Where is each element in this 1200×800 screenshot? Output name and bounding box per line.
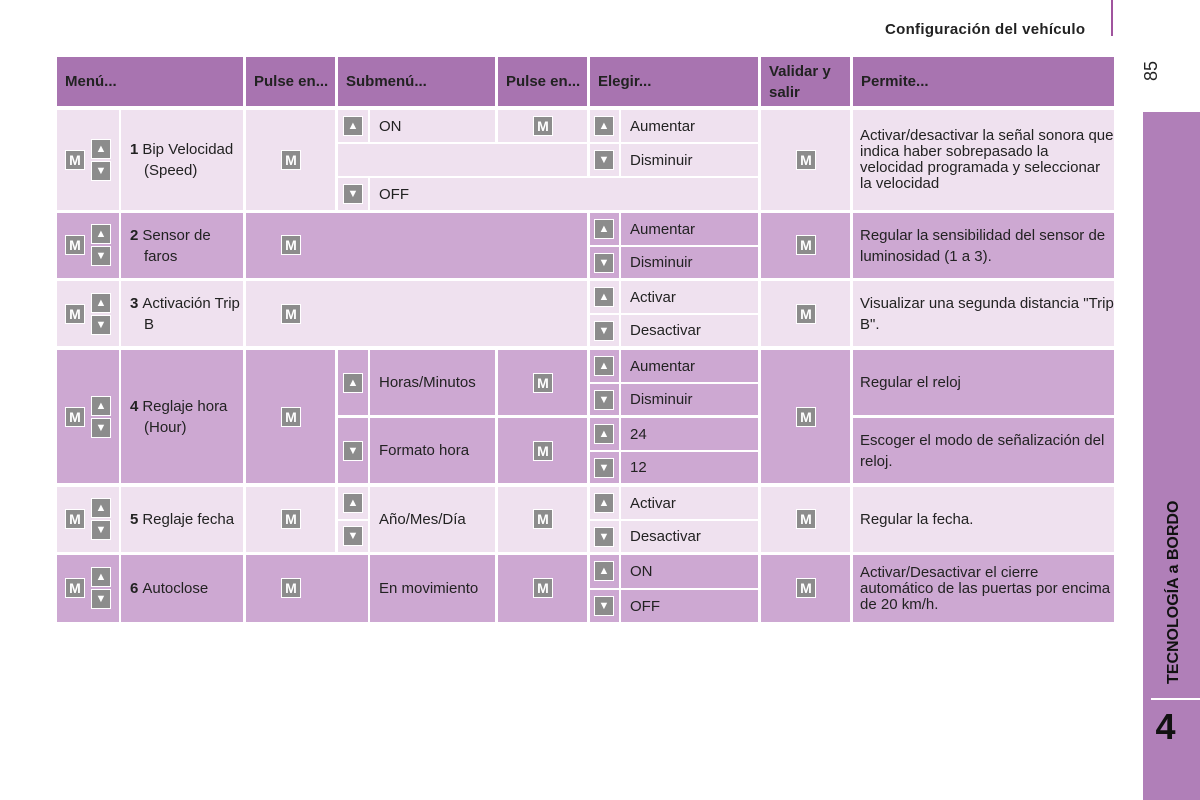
m-button-icon: M <box>533 116 553 136</box>
arrow-down-icon: ▼ <box>343 526 363 546</box>
m-button-icon: M <box>796 304 816 324</box>
arrow-up-icon: ▲ <box>343 116 363 136</box>
chapter-side-tab <box>1143 112 1200 800</box>
row6-allows <box>853 555 1114 622</box>
arrow-down-icon: ▼ <box>594 321 614 341</box>
row2-menu-cell <box>121 213 243 278</box>
m-button-icon: M <box>281 304 301 324</box>
row1-allows <box>853 110 1114 210</box>
m-button-icon: M <box>796 150 816 170</box>
side-tab-divider <box>1151 698 1200 700</box>
m-button-icon: M <box>796 509 816 529</box>
m-button-icon: M <box>533 578 553 598</box>
row1-number: 1 <box>130 141 139 158</box>
row2-choice-increase: Aumentar <box>621 213 758 245</box>
row4-allows-2 <box>853 418 1114 483</box>
m-button-icon: M <box>65 235 85 255</box>
row1-submenu-on: ON <box>370 110 495 142</box>
row6-allows-text: Activar/Desactivar el cierre automático de las puertas por encima de 20 km/h. <box>860 563 1111 613</box>
header-validate: Validar y salir <box>761 57 850 106</box>
arrow-down-icon: ▼ <box>594 253 614 273</box>
row1-choice-increase: Aumentar <box>621 110 758 142</box>
m-button-icon: M <box>65 407 85 427</box>
arrow-up-icon: ▲ <box>594 561 614 581</box>
row5-allows-text: Regular la fecha. <box>860 511 974 528</box>
arrow-up-icon: ▲ <box>91 293 111 313</box>
row3-number: 3 <box>130 294 139 312</box>
row1-menu-label: Bip Velocidad (Speed) <box>142 141 234 179</box>
arrow-up-icon: ▲ <box>594 287 614 307</box>
arrow-up-icon: ▲ <box>594 493 614 513</box>
row3-choice-deactivate: Desactivar <box>621 315 758 346</box>
row2-allows <box>853 213 1114 278</box>
row5-choice-activate: Activar <box>621 487 758 519</box>
row5-allows <box>853 487 1114 552</box>
chapter-side-title: TECNOLOGÍA a BORDO <box>1165 500 1182 684</box>
row3-allows-text: Visualizar una segunda distancia "Trip B". <box>860 294 1114 333</box>
arrow-down-icon: ▼ <box>594 390 614 410</box>
arrow-up-icon: ▲ <box>594 219 614 239</box>
m-button-icon: M <box>281 578 301 598</box>
row4-submenu-hours: Horas/Minutos <box>370 350 495 415</box>
arrow-down-icon: ▼ <box>91 418 111 438</box>
arrow-up-icon: ▲ <box>91 396 111 416</box>
arrow-up-icon: ▲ <box>91 498 111 518</box>
row3-menu-cell <box>121 281 243 346</box>
row4-number: 4 <box>130 397 139 415</box>
row1-empty-cell <box>338 144 587 176</box>
header-press-2: Pulse en... <box>498 57 587 106</box>
chapter-number: 4 <box>1155 706 1176 747</box>
header-menu: Menú... <box>57 57 243 106</box>
m-button-icon: M <box>281 407 301 427</box>
row1-submenu-off: OFF <box>370 178 758 210</box>
row2-choice-decrease: Disminuir <box>621 247 758 278</box>
arrow-down-icon: ▼ <box>594 527 614 547</box>
arrow-up-icon: ▲ <box>594 356 614 376</box>
row4-menu-cell <box>121 350 243 483</box>
row4-choice-12: 12 <box>621 452 758 483</box>
m-button-icon: M <box>796 578 816 598</box>
arrow-up-icon: ▲ <box>91 567 111 587</box>
arrow-up-icon: ▲ <box>343 493 363 513</box>
arrow-down-icon: ▼ <box>91 315 111 335</box>
m-button-icon: M <box>65 509 85 529</box>
row4-choice-24: 24 <box>621 418 758 450</box>
m-button-icon: M <box>65 150 85 170</box>
row4-allows-text-1: Regular el reloj <box>860 374 961 391</box>
row4-choice-decrease: Disminuir <box>621 384 758 415</box>
row6-submenu-cell <box>370 555 495 622</box>
arrow-down-icon: ▼ <box>91 246 111 266</box>
row5-submenu-date: Año/Mes/Día <box>370 487 495 552</box>
m-button-icon: M <box>796 235 816 255</box>
header-press: Pulse en... <box>246 57 335 106</box>
row2-menu-label: Sensor de faros <box>142 226 211 265</box>
arrow-down-icon: ▼ <box>91 589 111 609</box>
row6-menu-label: Autoclose <box>142 580 209 597</box>
row6-press-cell <box>246 555 368 622</box>
page-number: 85 <box>1140 60 1161 82</box>
header-allows: Permite... <box>853 57 1114 106</box>
m-button-icon: M <box>533 373 553 393</box>
row4-menu-label: Reglaje hora (Hour) <box>142 397 228 436</box>
m-button-icon: M <box>281 150 301 170</box>
row3-allows <box>853 281 1114 346</box>
row1-menu-cell <box>121 110 243 210</box>
row3-menu-label: Activación Trip B <box>142 294 240 333</box>
arrow-up-icon: ▲ <box>594 424 614 444</box>
header-choose: Elegir... <box>590 57 758 106</box>
arrow-down-icon: ▼ <box>91 520 111 540</box>
row6-choice-on: ON <box>621 555 758 588</box>
header-divider <box>1111 0 1113 36</box>
row5-menu-label: Reglaje fecha <box>142 511 235 528</box>
header-submenu: Submenú... <box>338 57 495 106</box>
row4-allows-text-2: Escoger el modo de señalización del reloj. <box>860 431 1105 470</box>
row4-submenu-format: Formato hora <box>370 418 495 483</box>
arrow-down-icon: ▼ <box>594 458 614 478</box>
arrow-up-icon: ▲ <box>91 139 111 159</box>
page-header: Configuración del vehículo <box>885 21 1086 38</box>
row5-menu-cell <box>121 487 243 552</box>
m-button-icon: M <box>65 304 85 324</box>
m-button-icon: M <box>281 509 301 529</box>
row6-choice-off: OFF <box>621 590 758 622</box>
arrow-up-icon: ▲ <box>91 224 111 244</box>
row6-submenu-moving: En movimiento <box>379 580 479 597</box>
arrow-up-icon: ▲ <box>343 373 363 393</box>
row4-choice-increase: Aumentar <box>621 350 758 382</box>
row1-allows-text: Activar/desactivar la señal sonora que indica haber sobrepasado la velocidad programada y seleccionar la velocidad <box>860 127 1114 192</box>
row1-choice-decrease: Disminuir <box>621 144 758 176</box>
arrow-up-icon: ▲ <box>594 116 614 136</box>
arrow-down-icon: ▼ <box>594 150 614 170</box>
m-button-icon: M <box>65 578 85 598</box>
row3-choice-activate: Activar <box>621 281 758 313</box>
row2-allows-text: Regular la sensibilidad del sensor de luminosidad (1 a 3). <box>860 226 1106 265</box>
m-button-icon: M <box>281 235 301 255</box>
row2-number: 2 <box>130 226 139 244</box>
row5-number: 5 <box>130 511 139 528</box>
arrow-down-icon: ▼ <box>343 184 363 204</box>
m-button-icon: M <box>533 509 553 529</box>
arrow-down-icon: ▼ <box>343 441 363 461</box>
row5-choice-deactivate: Desactivar <box>621 521 758 552</box>
row6-number: 6 <box>130 580 139 597</box>
m-button-icon: M <box>533 441 553 461</box>
arrow-down-icon: ▼ <box>594 596 614 616</box>
m-button-icon: M <box>796 407 816 427</box>
arrow-down-icon: ▼ <box>91 161 111 181</box>
row4-allows-1 <box>853 350 1114 415</box>
row6-menu-cell <box>121 555 243 622</box>
